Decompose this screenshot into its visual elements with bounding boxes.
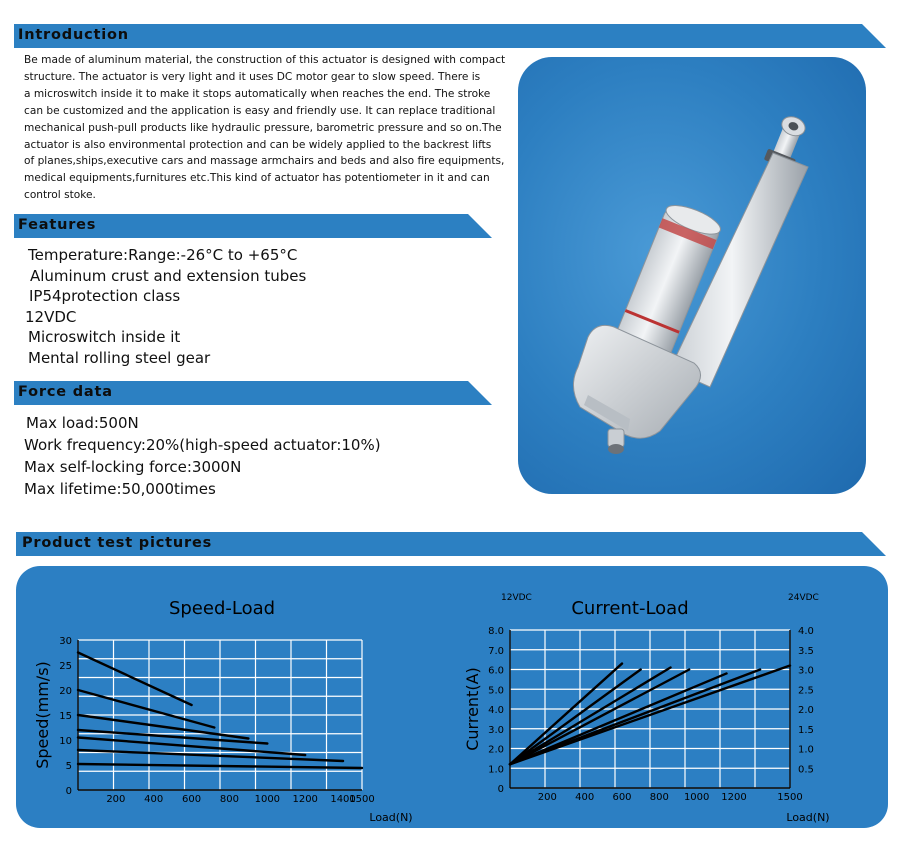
intro-line: Be made of aluminum material, the construction of this actuator is designed with compact bbox=[24, 54, 506, 66]
x-tick-label: 1500 bbox=[349, 794, 375, 805]
y-tick-label: 0 bbox=[65, 786, 72, 797]
y2-tick-label: 1.5 bbox=[798, 724, 814, 736]
chart-grid bbox=[510, 630, 790, 788]
y2-tick-labels bbox=[798, 626, 814, 775]
y2-tick-label: 4.0 bbox=[798, 626, 814, 637]
intro-line: mechanical push-pull products like hydraulic pressure, barometric pressure and so on.The bbox=[24, 121, 502, 134]
product-test-title: Product test pictures bbox=[22, 535, 213, 551]
y-axis-label: Current(A) bbox=[463, 667, 482, 751]
y2-tick-label: 0.5 bbox=[798, 764, 814, 776]
x-tick-label: 200 bbox=[537, 792, 557, 803]
x-tick-label: 400 bbox=[144, 794, 164, 805]
force-data-list bbox=[24, 412, 381, 500]
series-line bbox=[78, 690, 214, 728]
chart-title: Current-Load bbox=[571, 598, 689, 619]
y2-tick-label: 1.0 bbox=[798, 744, 814, 756]
y-tick-label: 7.0 bbox=[488, 645, 504, 657]
x-tick-label: 400 bbox=[575, 792, 595, 803]
x-tick-labels bbox=[538, 792, 803, 803]
y-axis-label: Speed(mm/s) bbox=[33, 661, 52, 769]
force-item: Max lifetime:50,000times bbox=[24, 480, 216, 498]
y-tick-label: 25 bbox=[59, 661, 72, 672]
y-tick-label: 15 bbox=[59, 711, 72, 722]
y2-tick-label: 2.5 bbox=[798, 685, 814, 697]
feature-item: Temperature:Range:-26°C to +65°C bbox=[28, 246, 298, 264]
x-tick-label: 600 bbox=[612, 792, 632, 803]
x-tick-label: 200 bbox=[106, 794, 126, 805]
force-data-header bbox=[14, 381, 492, 403]
y2-tick-label: 3.0 bbox=[798, 665, 814, 677]
introduction-header bbox=[14, 24, 886, 46]
y-tick-label: 10 bbox=[59, 736, 72, 747]
y-tick-label: 20 bbox=[59, 686, 72, 697]
y-tick-label: 8.0 bbox=[488, 626, 504, 637]
force-data-title: Force data bbox=[18, 384, 113, 400]
product-test-panel bbox=[16, 566, 888, 828]
features-title: Features bbox=[18, 217, 97, 233]
intro-line: of planes,ships,executive cars and massage armchairs and beds and also fire equipments, bbox=[24, 155, 505, 168]
intro-line: can be customized and the application is easy and friendly use. It can replace traditional bbox=[24, 104, 496, 117]
x-tick-label: 1200 bbox=[721, 792, 747, 803]
left-axis-voltage-label: 12VDC bbox=[501, 593, 532, 603]
series-line bbox=[78, 653, 192, 706]
product-test-header bbox=[16, 532, 886, 554]
x-tick-label: 1000 bbox=[254, 794, 281, 805]
y-tick-label: 30 bbox=[59, 636, 72, 647]
feature-item: Mental rolling steel gear bbox=[28, 348, 211, 367]
header-bar-shape bbox=[14, 24, 886, 50]
y-tick-labels bbox=[59, 636, 72, 797]
right-axis-voltage-label: 24VDC bbox=[788, 593, 819, 603]
y2-tick-label: 3.5 bbox=[798, 645, 814, 657]
intro-line: medical equipments,furnitures etc.This kind of actuator has potentiometer in it and can bbox=[24, 172, 490, 185]
y-tick-label: 1.0 bbox=[488, 764, 504, 776]
y2-tick-label: 2.0 bbox=[798, 705, 814, 716]
feature-item: Microswitch inside it bbox=[28, 328, 181, 346]
y-tick-label: 5 bbox=[65, 761, 72, 772]
x-tick-label: 1000 bbox=[683, 792, 710, 803]
intro-line: structure. The actuator is very light and it uses DC motor gear to slow speed. There is bbox=[24, 70, 481, 83]
x-tick-label: 1200 bbox=[292, 794, 318, 805]
speed-load-chart bbox=[16, 566, 436, 828]
y-tick-labels bbox=[488, 626, 504, 795]
x-tick-label: 600 bbox=[182, 794, 202, 805]
force-item: Max load:500N bbox=[26, 414, 139, 432]
y-tick-label: 5.0 bbox=[488, 685, 504, 697]
y-tick-label: 3.0 bbox=[488, 724, 504, 736]
feature-item: 12VDC bbox=[25, 307, 77, 326]
x-tick-labels bbox=[106, 794, 374, 805]
intro-line: actuator is also environmental protection and can be widely applied to the backrest lifts bbox=[24, 138, 492, 151]
introduction-text bbox=[24, 52, 504, 204]
force-item: Max self-locking force:3000N bbox=[24, 458, 242, 476]
x-tick-label: 1500 bbox=[777, 792, 803, 803]
feature-item: Aluminum crust and extension tubes bbox=[30, 266, 307, 285]
current-load-chart bbox=[446, 566, 886, 828]
y-tick-label: 4.0 bbox=[488, 705, 504, 716]
x-tick-label: 800 bbox=[649, 792, 669, 803]
features-header bbox=[14, 214, 492, 236]
y-tick-label: 6.0 bbox=[488, 665, 504, 677]
features-list bbox=[25, 245, 307, 368]
y-tick-label: 2.0 bbox=[488, 744, 504, 756]
intro-line: a microswitch inside it to make it stops automatically when reaches the end. The stroke bbox=[24, 87, 491, 100]
y-tick-label: 0 bbox=[497, 784, 504, 795]
intro-line: control stoke. bbox=[24, 189, 96, 202]
linear-actuator-image bbox=[518, 57, 866, 494]
introduction-title: Introduction bbox=[18, 27, 129, 43]
force-item: Work frequency:20%(high-speed actuator:10%) bbox=[24, 436, 381, 454]
feature-item: IP54protection class bbox=[29, 287, 181, 305]
x-axis-label: Load(N) bbox=[369, 811, 413, 824]
chart-title: Speed-Load bbox=[168, 598, 276, 619]
x-axis-label: Load(N) bbox=[786, 811, 830, 824]
x-tick-label: 1400 bbox=[330, 794, 356, 805]
x-tick-label: 800 bbox=[219, 794, 240, 805]
product-photo bbox=[518, 57, 866, 494]
